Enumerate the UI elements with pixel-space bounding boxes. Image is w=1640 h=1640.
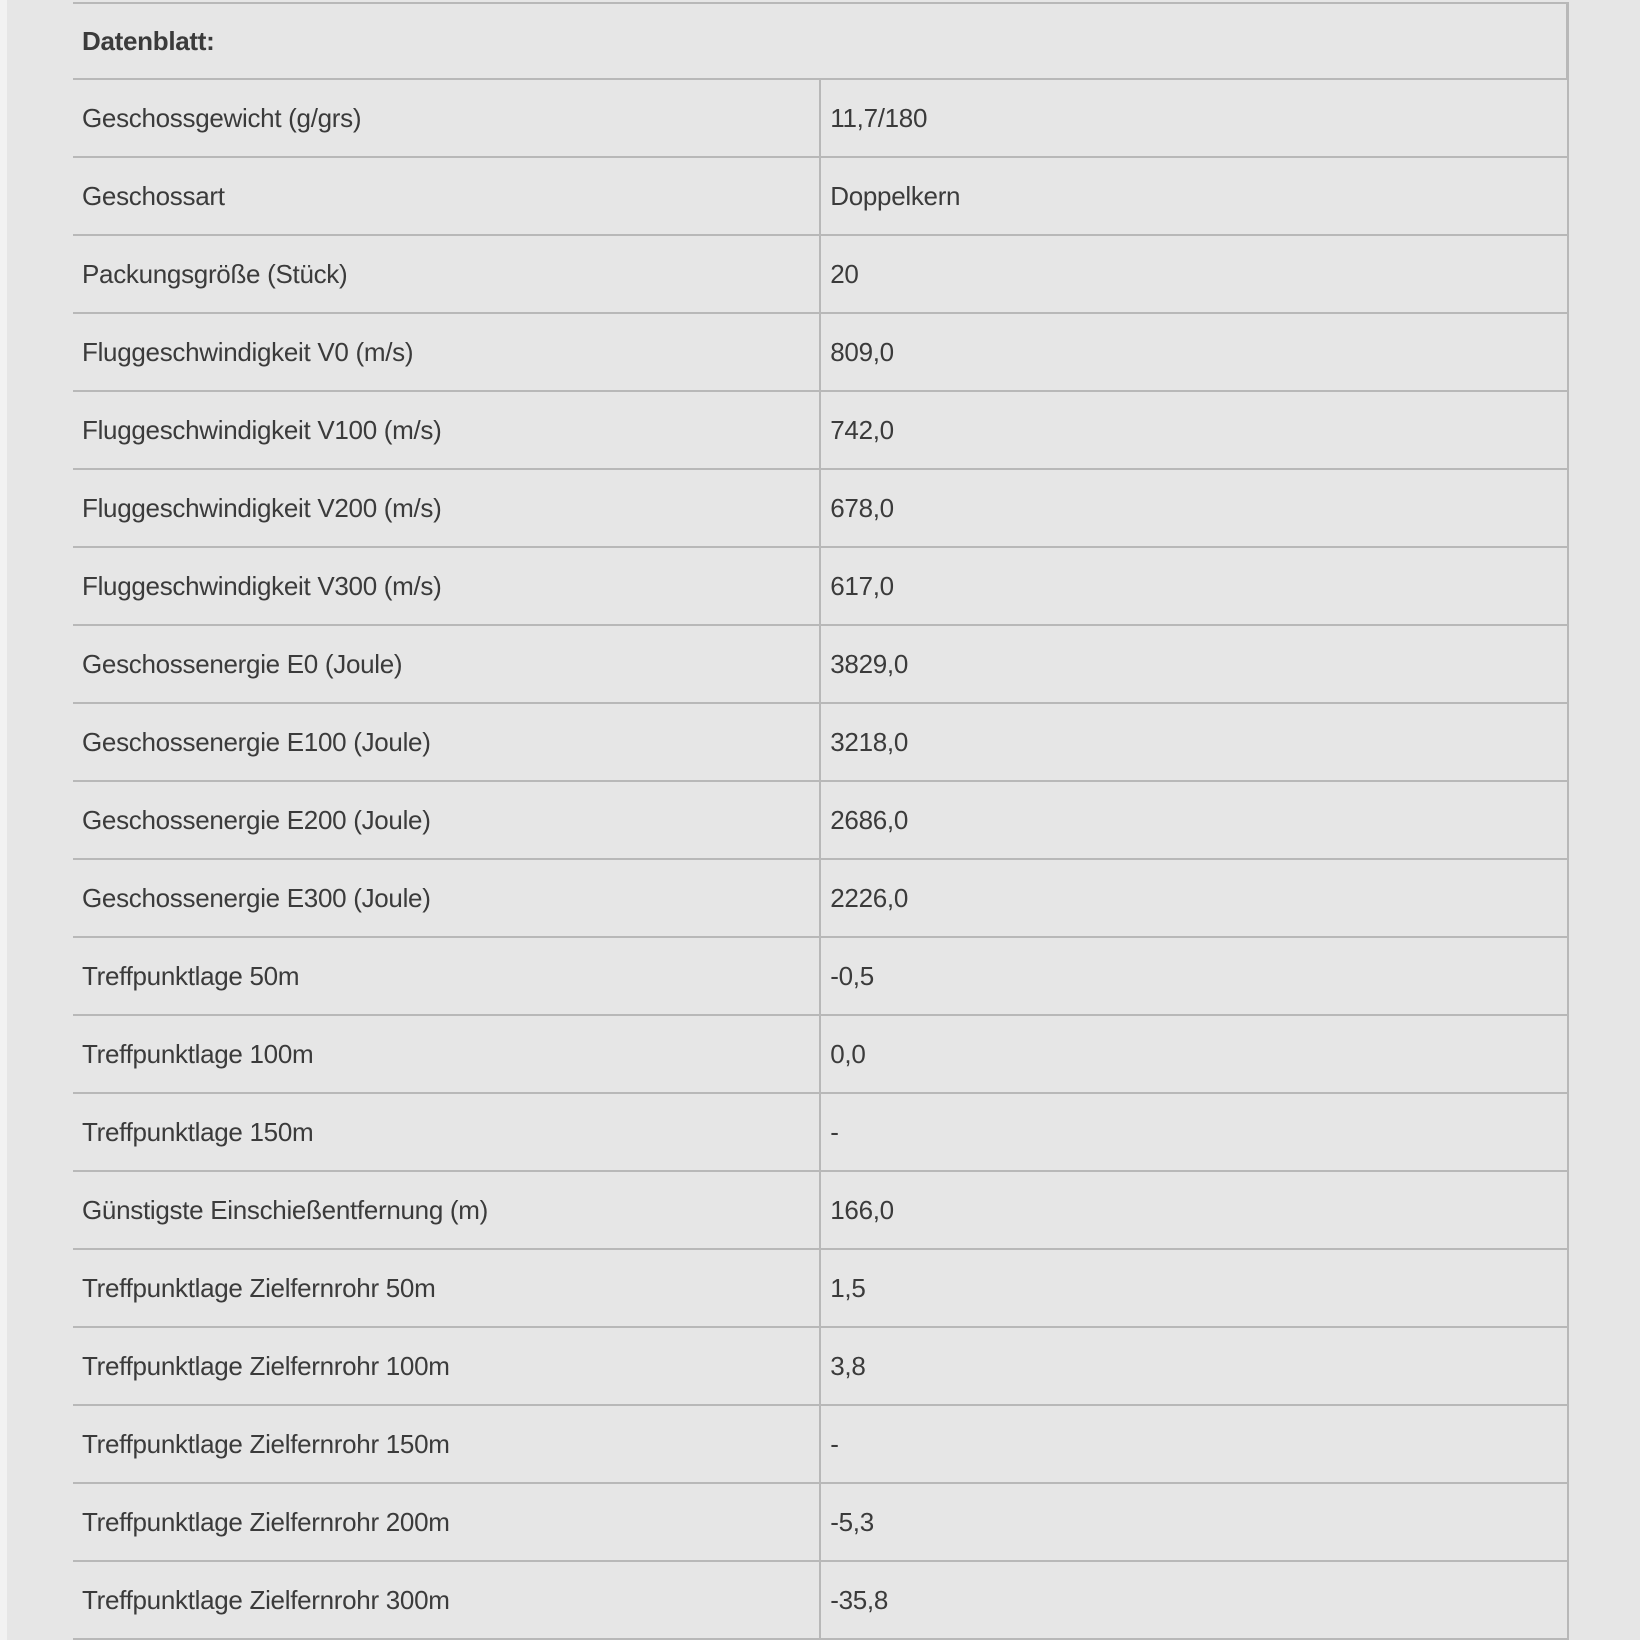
row-label: Geschossgewicht (g/grs) [73, 79, 820, 157]
table-row [73, 547, 1568, 625]
row-value: 1,5 [820, 1249, 1567, 1327]
row-label: Fluggeschwindigkeit V200 (m/s) [73, 469, 820, 547]
row-label: Geschossenergie E200 (Joule) [73, 781, 820, 859]
row-label: Treffpunktlage Zielfernrohr 150m [73, 1405, 820, 1483]
row-value: -5,3 [820, 1483, 1567, 1561]
row-label: Geschossart [73, 157, 820, 235]
table-row [73, 703, 1568, 781]
row-value: 2226,0 [820, 859, 1567, 937]
table-row [73, 235, 1568, 313]
table-row [73, 859, 1568, 937]
row-label: Fluggeschwindigkeit V300 (m/s) [73, 547, 820, 625]
row-label: Fluggeschwindigkeit V0 (m/s) [73, 313, 820, 391]
row-value: 3829,0 [820, 625, 1567, 703]
table-row [73, 79, 1568, 157]
row-value: Doppelkern [820, 157, 1567, 235]
row-value: 166,0 [820, 1171, 1567, 1249]
row-value: - [820, 1093, 1567, 1171]
row-value: 3218,0 [820, 703, 1567, 781]
row-label: Treffpunktlage 100m [73, 1015, 820, 1093]
row-label: Günstigste Einschießentfernung (m) [73, 1171, 820, 1249]
row-value: 20 [820, 235, 1567, 313]
table-row [73, 1171, 1568, 1249]
row-label: Fluggeschwindigkeit V100 (m/s) [73, 391, 820, 469]
table-header-row [73, 3, 1568, 79]
row-value: 617,0 [820, 547, 1567, 625]
table-row [73, 469, 1568, 547]
row-label: Geschossenergie E300 (Joule) [73, 859, 820, 937]
table-row [73, 157, 1568, 235]
row-value: 678,0 [820, 469, 1567, 547]
row-label: Treffpunktlage 50m [73, 937, 820, 1015]
row-value: 809,0 [820, 313, 1567, 391]
row-label: Treffpunktlage Zielfernrohr 200m [73, 1483, 820, 1561]
table-row [73, 313, 1568, 391]
row-value: 11,7/180 [820, 79, 1567, 157]
row-label: Treffpunktlage Zielfernrohr 300m [73, 1561, 820, 1639]
table-row [73, 1015, 1568, 1093]
table-row [73, 1327, 1568, 1405]
row-value: 3,8 [820, 1327, 1567, 1405]
table-row [73, 781, 1568, 859]
table-row [73, 1561, 1568, 1639]
table-row [73, 1405, 1568, 1483]
row-label: Treffpunktlage Zielfernrohr 50m [73, 1249, 820, 1327]
row-label: Treffpunktlage 150m [73, 1093, 820, 1171]
row-label: Geschossenergie E0 (Joule) [73, 625, 820, 703]
table-row [73, 1483, 1568, 1561]
row-value: 742,0 [820, 391, 1567, 469]
datasheet-table [73, 2, 1569, 1640]
row-label: Packungsgröße (Stück) [73, 235, 820, 313]
row-label: Geschossenergie E100 (Joule) [73, 703, 820, 781]
row-label: Treffpunktlage Zielfernrohr 100m [73, 1327, 820, 1405]
table-header: Datenblatt: [73, 3, 1568, 79]
row-value: 2686,0 [820, 781, 1567, 859]
page-left-edge [0, 0, 7, 1640]
table-row [73, 1249, 1568, 1327]
table-row [73, 391, 1568, 469]
row-value: -35,8 [820, 1561, 1567, 1639]
row-value: - [820, 1405, 1567, 1483]
row-value: -0,5 [820, 937, 1567, 1015]
row-value: 0,0 [820, 1015, 1567, 1093]
table-row [73, 1093, 1568, 1171]
table-row [73, 625, 1568, 703]
table-row [73, 937, 1568, 1015]
